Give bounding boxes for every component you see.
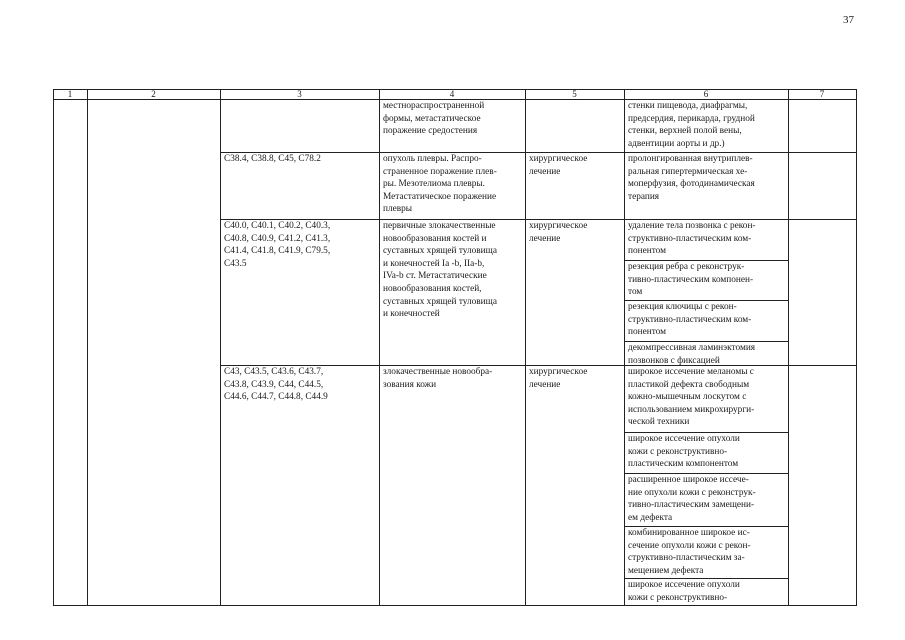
header-col-5: 5 <box>572 89 577 99</box>
row-4-method-5: широкое иссечение опухоли кожи с реконструктивно- <box>628 580 740 603</box>
header-col-1: 1 <box>67 89 73 99</box>
row-4-codes: C43, C43.5, C43.6, C43.7, C43.8, C43.9, C44, C44.5, C44.6, C44.7, C44.8, C44.9 <box>224 367 328 403</box>
row-3-diagnosis: первичные злокачественные новообразования костей и суставных хрящей туловища и конечностей Ia -b, IIa-b, IVa-b ст. Метастатические новообразования костей, суставных хрящей туловища и конечностей <box>383 221 497 320</box>
row-1-method: стенки пищевода, диафрагмы, предсердия, перикарда, грудной стенки, верхней полой вены, адвентиции аорты и др.) <box>628 101 755 149</box>
row-4-method-2: широкое иссечение опухоли кожи с реконструктивно- пластическим компонентом <box>628 434 740 470</box>
row-4-diagnosis: злокачественные новообра- зования кожи <box>383 367 493 390</box>
row-3-codes: C40.0, C40.1, C40.2, C40.3, C40.8, C40.9, C41.2, C41.3, C41.4, C41.8, C41.9, C79.5, C43.5 <box>224 221 331 269</box>
row-3-method-2: резекция ребра с реконструк- тивно-пластическим компонен- том <box>628 262 754 298</box>
row-4-treatment: хирургическое лечение <box>529 367 588 390</box>
row-4-method-4: комбинированное широкое ис- сечение опухоли кожи с рекон- структивно-пластическим за- мещением дефекта <box>628 528 751 576</box>
row-2-diagnosis: опухоль плевры. Распро- страненное поражение плев- ры. Мезотелиома плевры. Метастатическое поражение плевры <box>383 154 497 215</box>
row-2-codes: C38.4, C38.8, C45, C78.2 <box>224 154 321 164</box>
page-number: 37 <box>843 14 854 26</box>
row-2-treatment: хирургическое лечение <box>529 154 588 177</box>
row-4-method-1: широкое иссечение меланомы с пластикой дефекта свободным кожно-мышечным лоскутом с использованием микрохирурги- ческой техники <box>628 367 755 428</box>
header-col-4: 4 <box>449 89 455 99</box>
row-3-treatment: хирургическое лечение <box>529 221 588 244</box>
row-2-method: пролонгированная внутриплев- ральная гипертермическая хе- моперфузия, фотодинамическая терапия <box>628 154 755 202</box>
header-col-3: 3 <box>297 89 302 99</box>
row-3-method-3: резекция ключицы с рекон- структивно-пластическим ком- понентом <box>628 302 752 338</box>
table <box>53 89 857 606</box>
header-col-7: 7 <box>819 89 825 99</box>
row-1-diagnosis: местнораспространенной формы, метастатическое поражение средостения <box>383 101 485 137</box>
row-4-method-3: расширенное широкое иссече- ние опухоли кожи с реконструк- тивно-пластическим замещени- ем дефекта <box>628 475 756 523</box>
header-col-6: 6 <box>703 89 709 99</box>
row-3-method-1: удаление тела позвонка с рекон- структивно-пластическим ком- понентом <box>628 221 756 257</box>
row-3-method-4: декомпрессивная ламинэктомия позвонков с фиксацией <box>628 343 756 366</box>
header-col-2: 2 <box>151 89 156 99</box>
